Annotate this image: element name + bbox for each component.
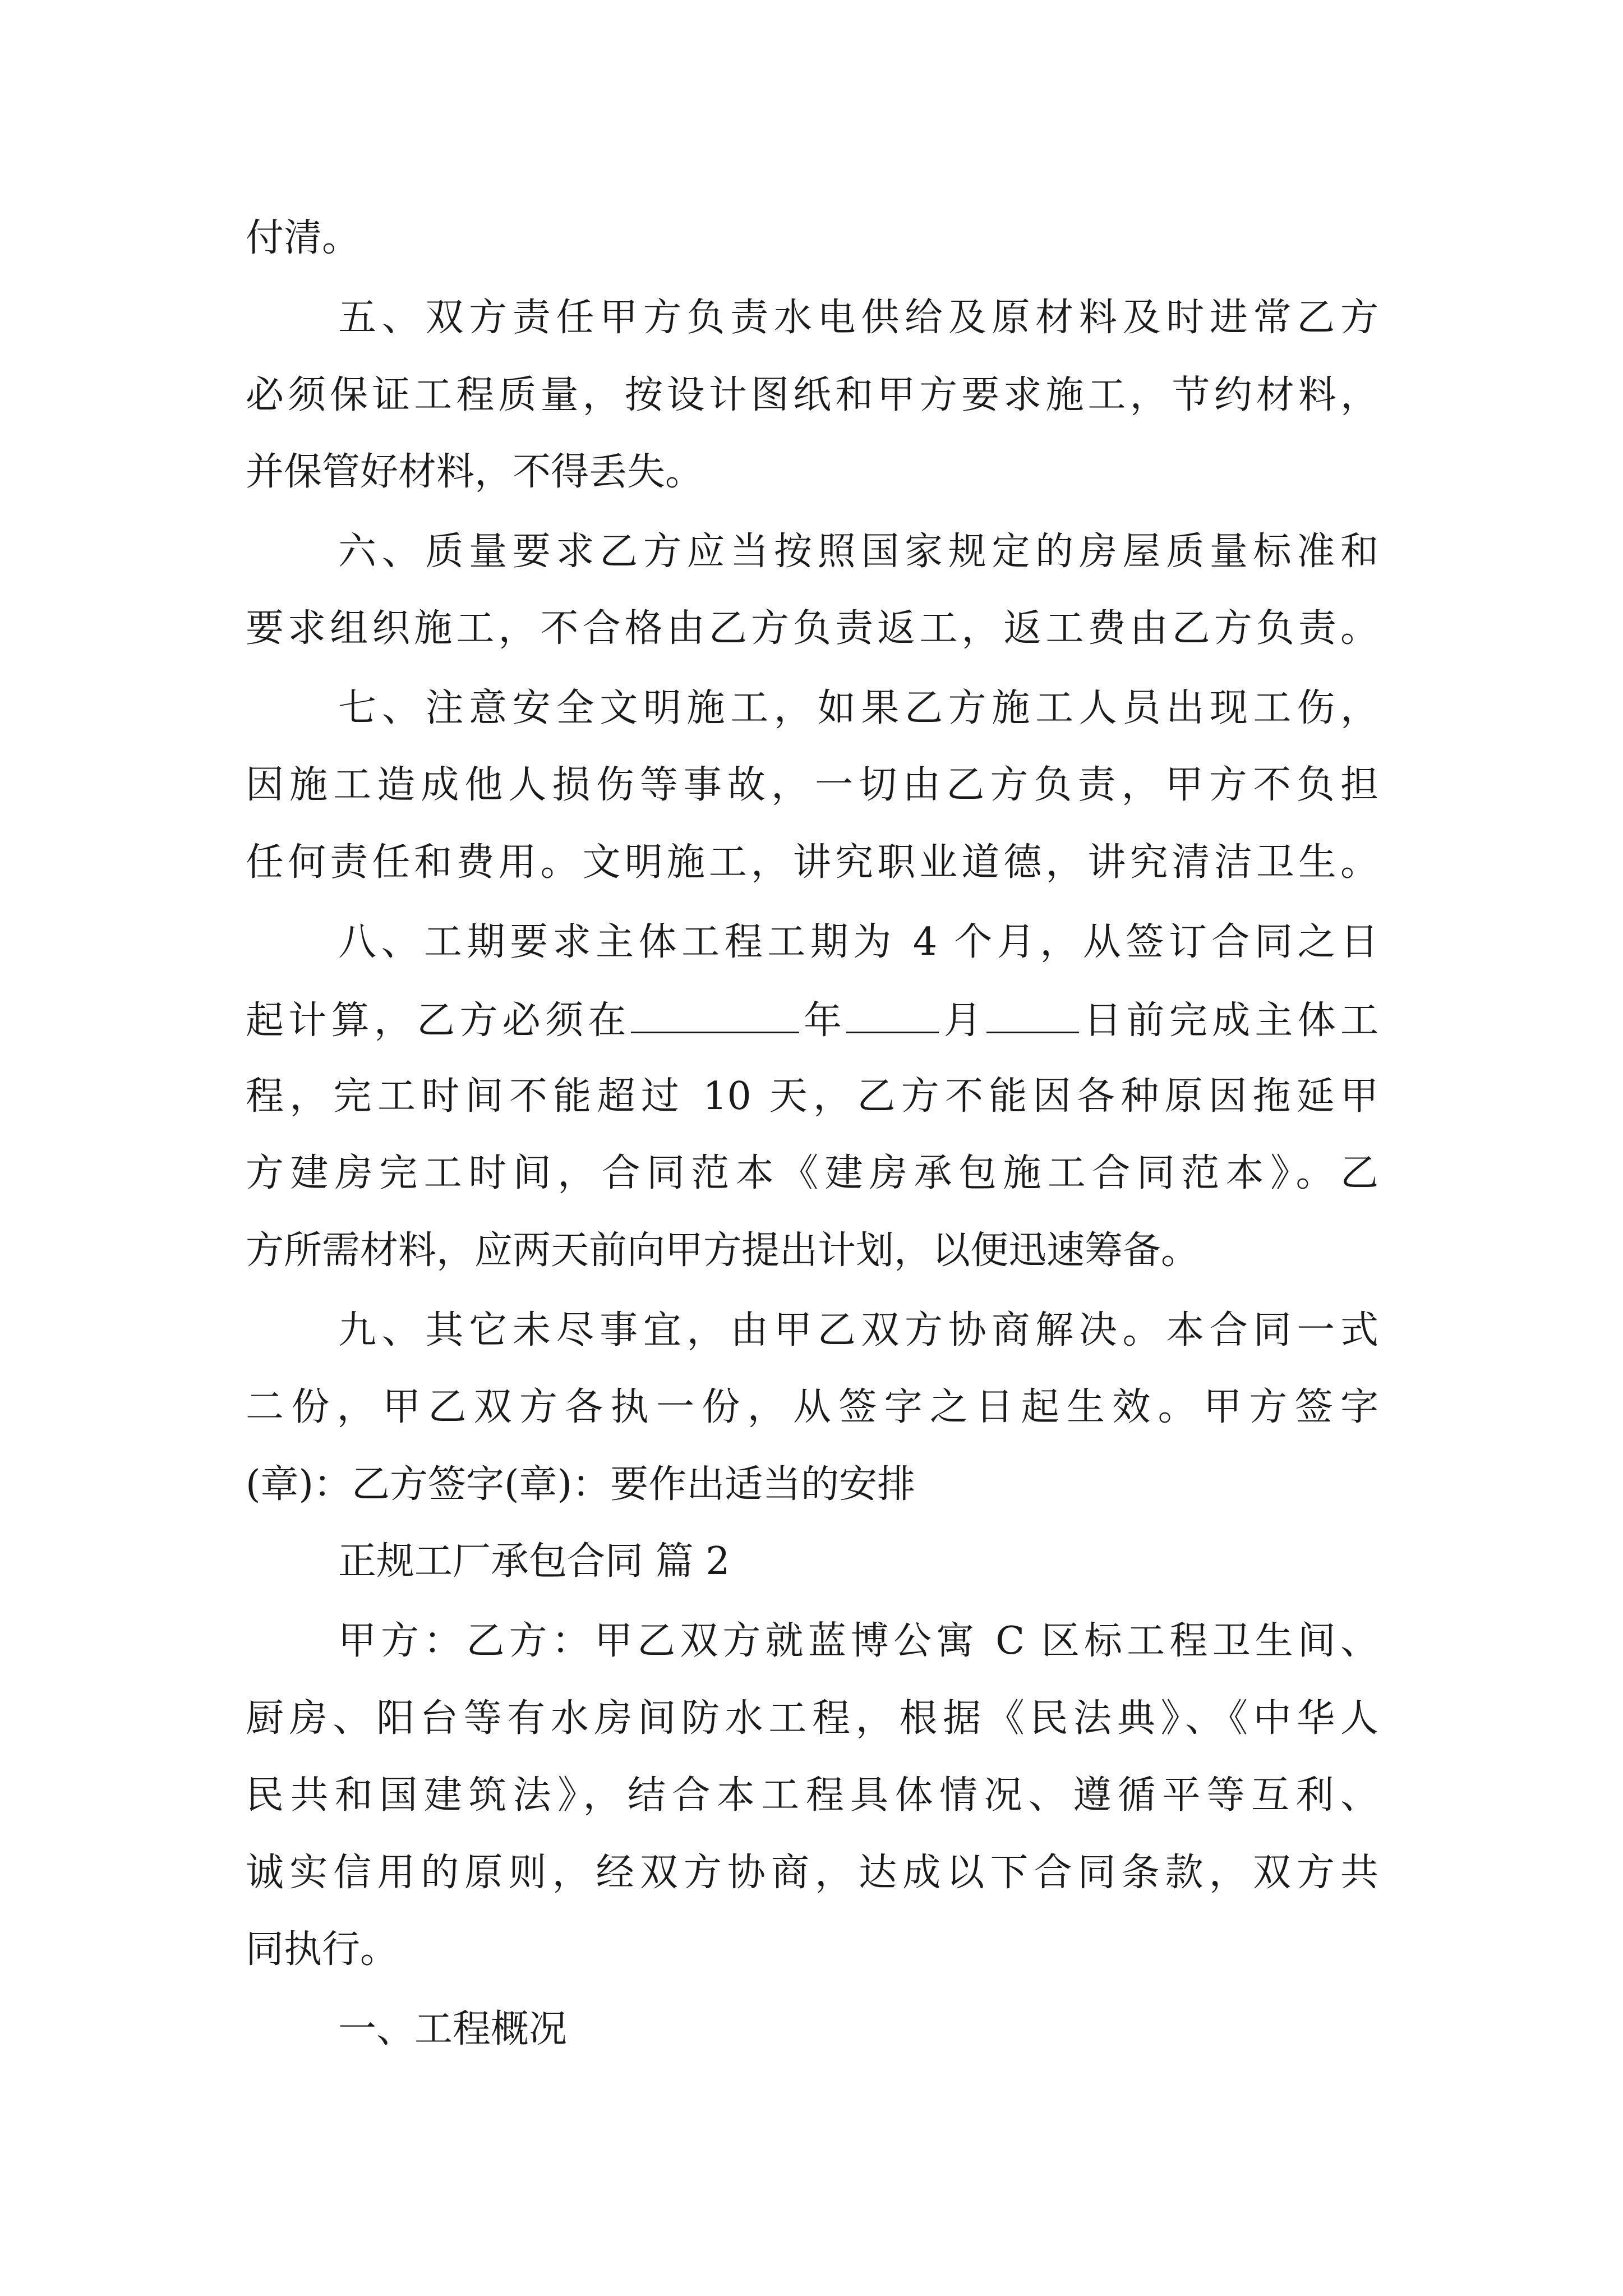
paragraph-line: 七、注意安全文明施工，如果乙方施工人员出现工伤， [338,686,1378,730]
paragraph-line: 二份，甲乙双方各执一份，从签字之日起生效。甲方签字 [246,1385,1378,1429]
paragraph-line: 同执行。 [246,1927,399,1972]
paragraph-line: 甲方：乙方：甲乙双方就蓝博公寓 C 区标工程卫生间、 [338,1619,1378,1663]
paragraph-line: 方所需材料，应两天前向甲方提出计划，以便迅速筹备。 [246,1228,1200,1273]
month-blank [846,997,939,1033]
paragraph-line: 必须保证工程质量，按设计图纸和甲方要求施工，节约材料， [246,373,1378,417]
paragraph-line: 并保管好材料，不得丢失。 [246,450,704,494]
text-before-blank: 起计算，乙方必须在 [246,999,631,1043]
paragraph-line: 八、工期要求主体工程工期为 4 个月，从签订合同之日 [338,920,1378,964]
paragraph-line: 方建房完工时间，合同范本《建房承包施工合同范本》。乙 [246,1151,1378,1195]
paragraph-line: (章)：乙方签字(章)：要作出适当的安排 [246,1462,916,1507]
paragraph-line: 因施工造成他人损伤等事故，一切由乙方负责，甲方不负担 [246,763,1378,807]
day-blank [986,997,1079,1033]
year-label: 年 [799,999,847,1043]
paragraph-line: 九、其它未尽事宜，由甲乙双方协商解决。本合同一式 [338,1308,1378,1352]
paragraph-line: 五、双方责任甲方负责水电供给及原材料及时进常乙方 [338,296,1378,340]
paragraph-line: 程，完工时间不能超过 10 天，乙方不能因各种原因拖延甲 [246,1074,1378,1119]
paragraph-line: 任何责任和费用。文明施工，讲究职业道德，讲究清洁卫生。 [246,840,1378,885]
paragraph-line: 六、质量要求乙方应当按照国家规定的房屋质量标准和 [338,530,1378,574]
month-label: 月 [939,999,986,1043]
section-heading: 正规工厂承包合同 篇 2 [338,1539,730,1584]
paragraph-line: 要求组织施工，不合格由乙方负责返工，返工费由乙方负责。 [246,606,1378,651]
paragraph-line: 民共和国建筑法》，结合本工程具体情况、遵循平等互利、 [246,1773,1378,1818]
text-after-blank: 日前完成主体工 [1078,999,1378,1043]
paragraph-line-with-blanks [246,997,1378,1043]
paragraph-line: 厨房、阳台等有水房间防水工程，根据《民法典》、《中华人 [246,1696,1378,1741]
year-blank [631,997,799,1033]
paragraph-line: 诚实信用的原则，经双方协商，达成以下合同条款，双方共 [246,1851,1378,1895]
subsection-heading: 一、工程概况 [338,2007,568,2051]
paragraph-line: 付清。 [246,216,361,260]
